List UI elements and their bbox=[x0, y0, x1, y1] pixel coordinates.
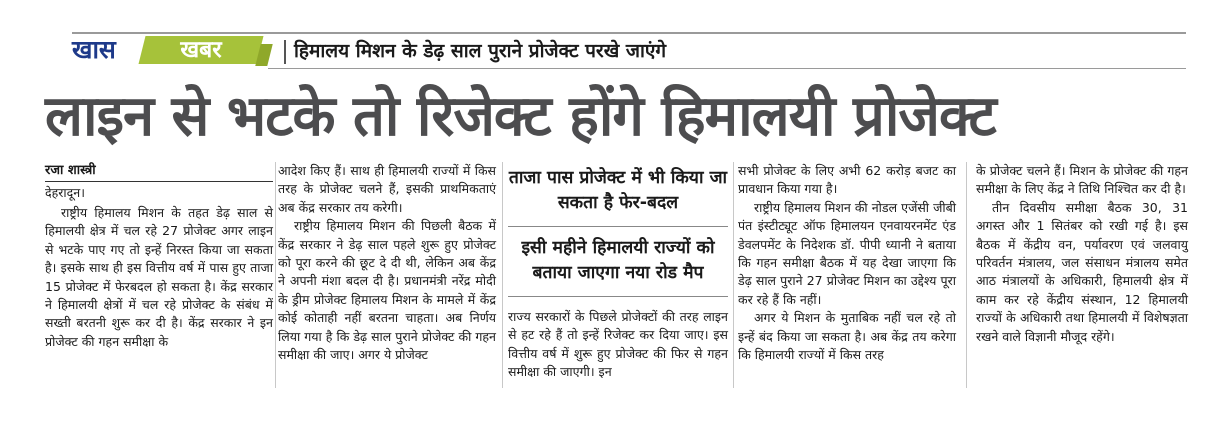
paragraph: राष्ट्रीय हिमालय मिशन के तहत डेढ़ साल से हिमालयी क्षेत्र में चल रहे 27 प्रोजेक्ट अगर लाइन से भटके पाए गए तो इन्हें निरस्त किया जा सकता है। इसके साथ ही इस वित्तीय वर्ष में पास हुए ताजा 15 प्रोजेक्ट में फेरबदल हो सकता है। केंद्र सरकार ने हिमालयी क्षेत्रों में चल रहे प्रोजेक्ट के संबंध में सख्ती बरतनी शुरू कर दी है। केंद्र सरकार ने इन प्रोजेक्ट की गहन समीक्षा के bbox=[45, 205, 273, 349]
pull-quote-2: इसी महीने हिमालयी राज्यों को बताया जाएगा नया रोड मैप bbox=[521, 238, 715, 283]
header-divider bbox=[284, 40, 286, 64]
byline-author: रजा शास्त्री bbox=[45, 163, 96, 178]
article-column-3 bbox=[508, 308, 728, 382]
pull-quote-box bbox=[508, 162, 728, 297]
column-separator bbox=[275, 162, 276, 388]
main-headline: लाइन से भटके तो रिजेक्ट होंगे हिमालयी प्रोजेक्ट bbox=[45, 84, 996, 149]
paragraph: राज्य सरकारों के पिछले प्रोजेक्टों की तरह लाइन से हट रहे हैं तो इन्हें रिजेक्ट कर दिया जाए। इस वित्तीय वर्ष में शुरू हुए प्रोजेक्ट की फिर से गहन समीक्षा की जाएगी। इन bbox=[508, 309, 728, 380]
section-brand-logo bbox=[72, 34, 264, 66]
article-column-1 bbox=[45, 162, 273, 351]
brand-khabar-text: खबर bbox=[180, 37, 222, 63]
paragraph: आदेश किए हैं। साथ ही हिमालयी राज्यों में किस तरह के प्रोजेक्ट चलने हैं, इसकी प्राथमिकताएं अब केंद्र सरकार तय करेगी। bbox=[278, 163, 496, 215]
paragraph: सभी प्रोजेक्ट के लिए अभी 62 करोड़ बजट का प्रावधान किया गया है। bbox=[738, 163, 956, 197]
paragraph: अगर ये मिशन के मुताबिक नहीं चल रहे तो इन्हें बंद किया जा सकता है। अब केंद्र तय करेगा कि हिमालयी राज्यों में किस तरह bbox=[738, 310, 956, 363]
column-separator bbox=[966, 162, 967, 388]
kicker-subheadline: हिमालय मिशन के डेढ़ साल पुराने प्रोजेक्ट परखे जाएंगे bbox=[294, 40, 667, 62]
brand-khabar-badge bbox=[139, 36, 264, 64]
pull-quote-divider bbox=[508, 226, 728, 227]
column-separator bbox=[502, 162, 503, 388]
section-header bbox=[72, 30, 1186, 70]
header-bottom-rule bbox=[268, 68, 1186, 69]
paragraph: तीन दिवसीय समीक्षा बैठक 30, 31 अगस्त और 1 सितंबर को रखी गई है। इस बैठक में केंद्रीय वन, पर्यावरण एवं जलवायु परिवर्तन मंत्रालय, जल संसाधन मंत्रालय समेत आठ मंत्रालयों के अधिकारी, हिमालयी क्षेत्र में काम कर रहे केंद्रीय संस्थान, 12 हिमालयी राज्यों के अधिकारी तथा हिमालयी में विशेषज्ञता रखने वाले विज्ञानी मौजूद रहेंगे। bbox=[976, 199, 1188, 344]
paragraph: राष्ट्रीय हिमालय मिशन की पिछली बैठक में केंद्र सरकार ने डेढ़ साल पहले शुरू हुए प्रोजेक्ट को पूरा करने की छूट दे दी थी, लेकिन अब केंद्र ने अपनी मंशा बदल दी है। प्रधानमंत्री नरेंद्र मोदी के ड्रीम प्रोजेक्ट हिमालय मिशन के मामले में केंद्र कोई कोताही नहीं बरतना चाहता। अब निर्णय लिया गया है कि डेढ़ साल पुराने प्रोजेक्ट की गहन समीक्षा की जाए। अगर ये प्रोजेक्ट bbox=[278, 218, 496, 363]
pull-quote-1: ताजा पास प्रोजेक्ट में भी किया जा सकता है फेर-बदल bbox=[508, 168, 728, 213]
dateline: देहरादून। bbox=[45, 185, 85, 200]
byline-rule bbox=[45, 181, 273, 182]
paragraph: राष्ट्रीय हिमालय मिशन की नोडल एजेंसी जीबी पंत इंस्टीट्यूट ऑफ हिमालयन एनवायरनमेंट एंड डेवलपमेंट के निदेशक डॉ. पीपी ध्यानी ने बताया कि गहन समीक्षा बैठक में यह देखा जाएगा कि डेढ़ साल पुराने 27 प्रोजेक्ट मिशन का उद्देश्य पूरा कर रहे हैं कि नहीं। bbox=[738, 199, 956, 307]
paragraph: के प्रोजेक्ट चलने हैं। मिशन के प्रोजेक्ट की गहन समीक्षा के लिए केंद्र ने तिथि निश्चित कर दी है। bbox=[976, 163, 1188, 197]
article-column-2 bbox=[278, 162, 496, 364]
column-separator bbox=[733, 162, 734, 388]
article-column-4 bbox=[738, 162, 956, 364]
brand-khas-text: खास bbox=[72, 35, 116, 64]
pull-quote-bottom-rule bbox=[508, 296, 728, 297]
article-column-5 bbox=[976, 162, 1188, 346]
